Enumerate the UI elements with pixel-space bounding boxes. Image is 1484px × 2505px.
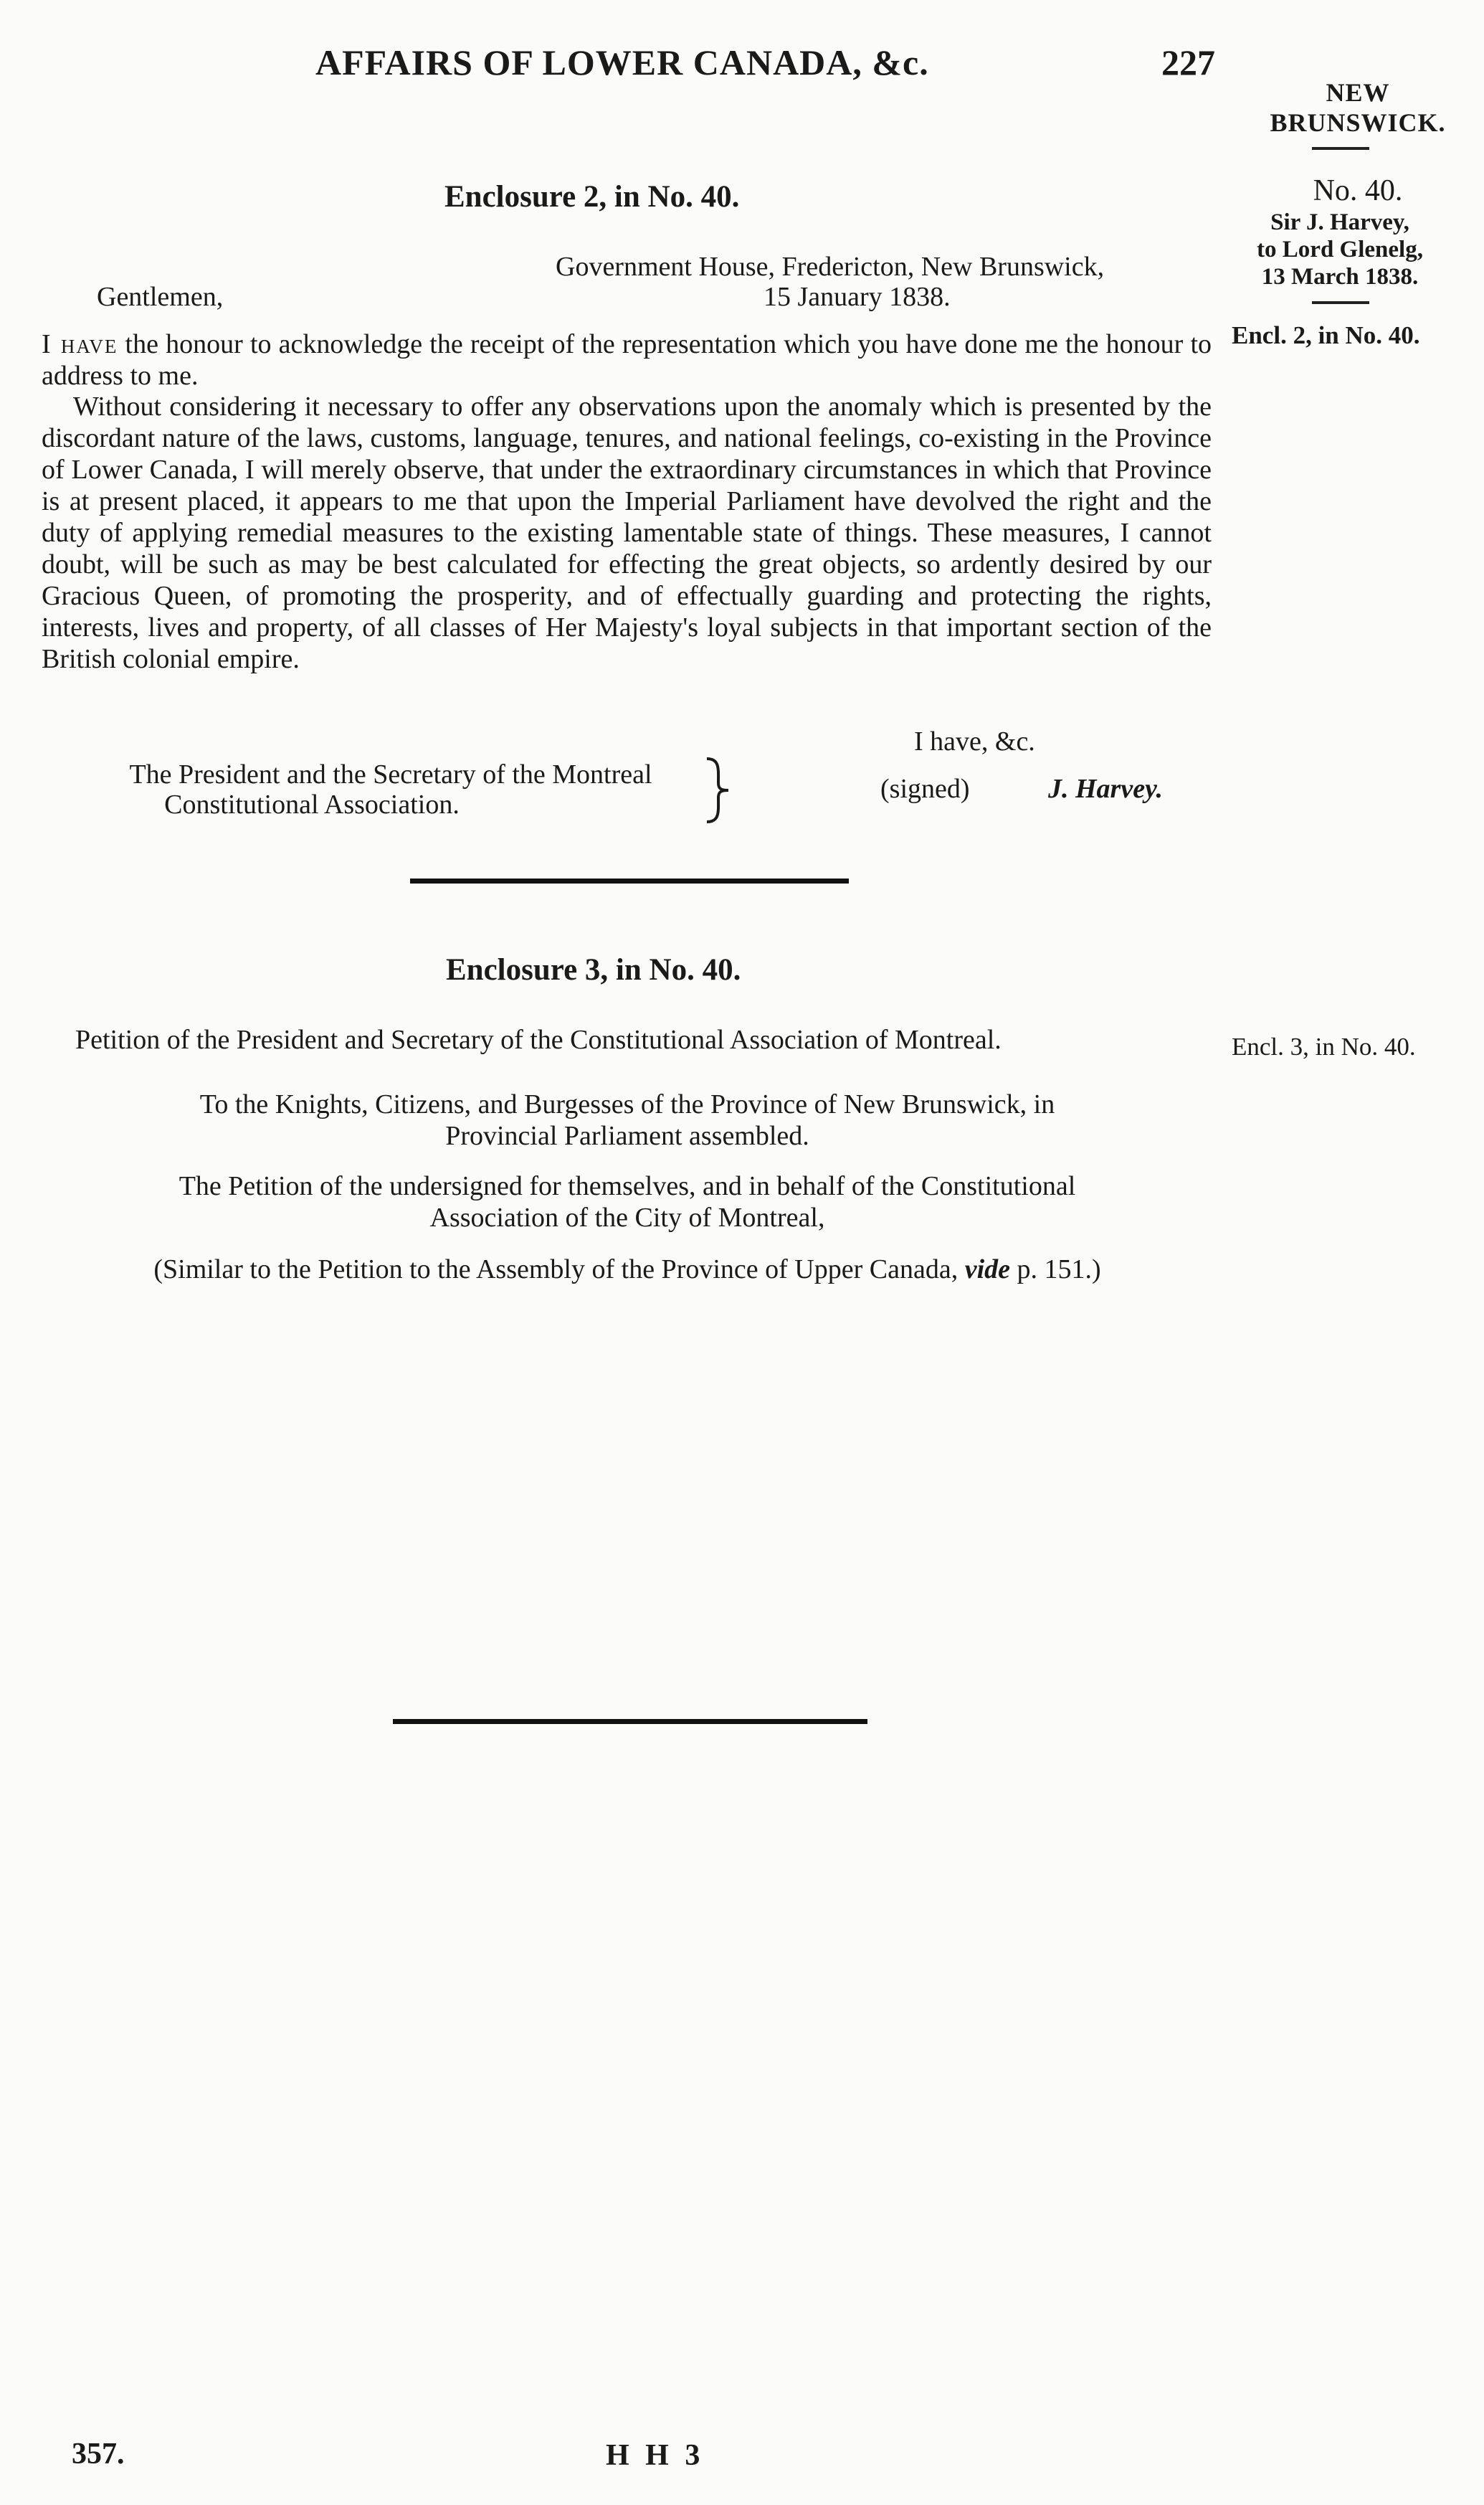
signed-label: (signed) (880, 774, 970, 804)
petition-note (43, 1254, 1212, 1285)
signature-mark: H H 3 (606, 2439, 705, 2472)
letter-paragraph-1 (42, 328, 1212, 392)
addressee-line2: Constitutional Association. (164, 790, 460, 820)
petition-to-line2: Provincial Parliament assembled. (445, 1121, 809, 1151)
addressee-line1: The President and the Secretary of the Montreal (129, 759, 652, 790)
side-note-from: Sir J. Harvey, (1270, 209, 1409, 235)
letter-paragraph-1-opening: I have (42, 329, 118, 359)
letter-paragraph-1-text: the honour to acknowledge the receipt of the representation which you have done me the honour to address to me. (42, 329, 1212, 391)
page-number: 227 (1161, 42, 1215, 82)
section-divider-2 (393, 1719, 867, 1724)
sheet-number: 357. (72, 2438, 125, 2471)
petition-title: Petition of the President and Secretary of the Constitutional Association of Montreal. (75, 1025, 1002, 1055)
letter-salutation: Gentlemen, (97, 282, 224, 312)
petition-note-vide: vide (964, 1254, 1010, 1284)
side-note-province-line2: BRUNSWICK. (1270, 108, 1446, 137)
enclosure-2-margin-label: Encl. 2, in No. 40. (1232, 321, 1420, 349)
side-note-rule-top (1312, 147, 1369, 150)
signature: J. Harvey. (1048, 774, 1164, 804)
letter-address-line1: Government House, Fredericton, New Brunswick, (556, 252, 1105, 282)
petition-intro-line2: Association of the City of Montreal, (429, 1203, 825, 1233)
side-note-date: 13 March 1838. (1261, 264, 1419, 290)
side-note-rule-bottom (1312, 301, 1369, 304)
running-title: AFFAIRS OF LOWER CANADA, &c. (315, 42, 929, 82)
section-divider-1 (410, 879, 849, 884)
side-note-number: No. 40. (1313, 174, 1403, 207)
petition-to-line1: To the Knights, Citizens, and Burgesses of the Province of New Brunswick, in (199, 1089, 1055, 1119)
petition-intro-line1: The Petition of the undersigned for themselves, and in behalf of the Constitutional (179, 1171, 1076, 1201)
petition-note-text: (Similar to the Petition to the Assembly of the Province of Upper Canada, (153, 1254, 965, 1284)
side-note-to: to Lord Glenelg, (1257, 237, 1423, 262)
enclosure-3-margin-label: Encl. 3, in No. 40. (1232, 1033, 1416, 1061)
side-note-province (1257, 77, 1458, 138)
letter-closing: I have, &c. (914, 726, 1035, 757)
addressee-brace (703, 754, 734, 826)
enclosure-2-title: Enclosure 2, in No. 40. (444, 180, 740, 214)
letter-address-line2: 15 January 1838. (764, 282, 951, 312)
enclosure-3-title: Enclosure 3, in No. 40. (446, 953, 741, 987)
letter-paragraph-2: Without considering it necessary to offer any observations upon the anomaly which is presented by the discordant nature of the laws, customs, language, tenures, and national feelings, co-existing in the Province of Lower Canada, I will merely observe, that under the extraordinary circumstances in which that Province is at present placed, it appears to me that upon the Imperial Parliament have devolved the right and the duty of applying remedial measures to the existing lamentable state of things. These measures, I cannot doubt, will be such as may be best calculated for effecting the great objects, so ardently desired by our Gracious Queen, of promoting the prosperity, and of effectually guarding and protecting the rights, interests, lives and property, of all classes of Her Majesty's loyal subjects in that important section of the British colonial empire. (42, 392, 1212, 674)
petition-note-page: p. 151.) (1010, 1254, 1101, 1284)
side-note-province-line1: NEW (1326, 78, 1390, 107)
